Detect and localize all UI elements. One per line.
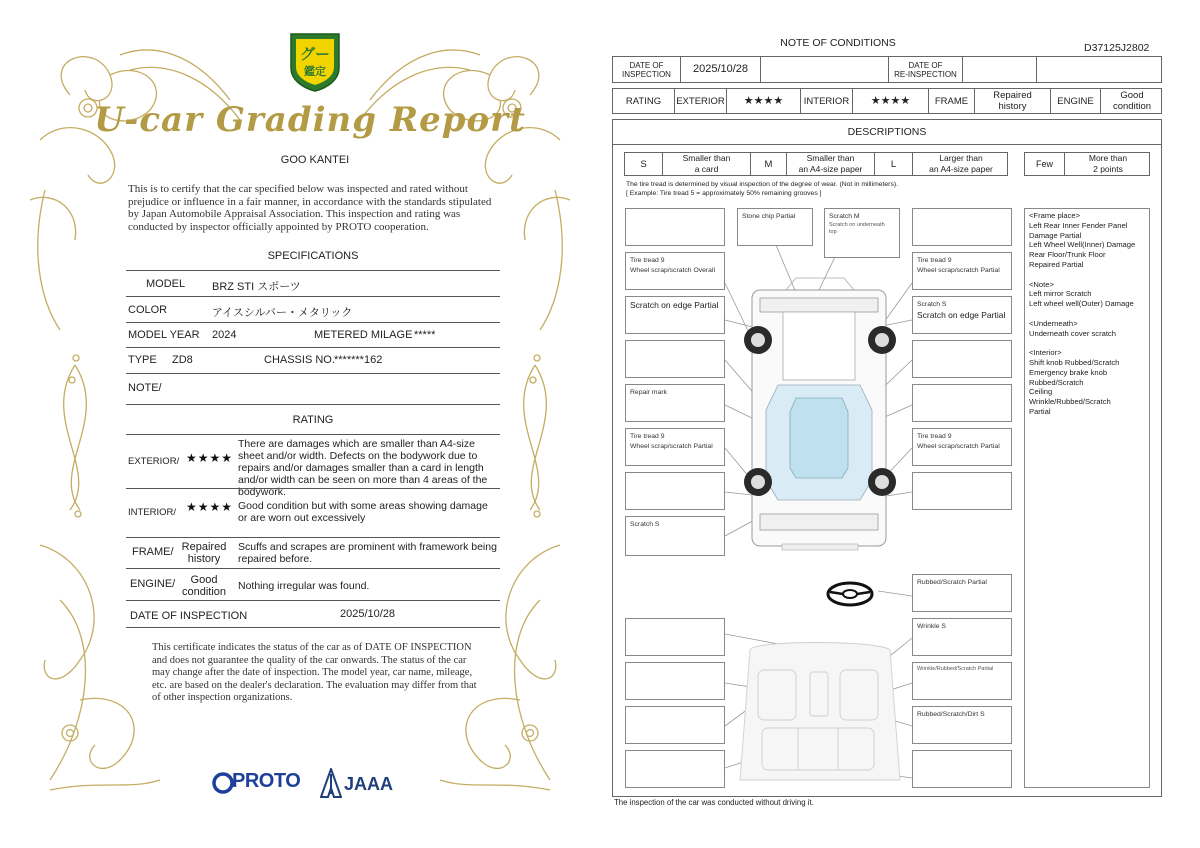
date-inspection-value: 2025/10/28	[681, 57, 761, 82]
divider	[126, 347, 500, 348]
damage-box-tire-rf	[912, 252, 1012, 290]
damage-box-tire-lf	[625, 252, 725, 290]
jaaa-logo: JAAA	[344, 774, 394, 794]
frame-description: Scuffs and scrapes are prominent with framework being repaired before.	[238, 541, 497, 565]
notes-line: Partial	[1029, 406, 1051, 416]
notes-line: Rubbed/Scratch	[1029, 377, 1084, 387]
interior-label: INTERIOR/	[128, 507, 177, 518]
legend-l: L	[875, 153, 913, 175]
document-id: D37125J2802	[1084, 42, 1150, 54]
notes-line: Rear Floor/Trunk Floor	[1029, 250, 1106, 260]
damage-box-right-5	[912, 384, 1012, 422]
exterior-stars: ★★★★	[186, 451, 234, 465]
model-value: BRZ STI スポーツ	[212, 281, 301, 293]
interior-box-rubbed-dirt	[912, 706, 1012, 744]
notes-line	[1029, 309, 1145, 319]
engine-label: ENGINE/	[130, 578, 176, 590]
interior-label: INTERIOR	[801, 89, 853, 113]
damage-text: Repair mark	[630, 389, 668, 396]
damage-box-right-7	[912, 472, 1012, 510]
damage-box-stone-chip	[737, 208, 813, 246]
legend-line: a card	[694, 164, 719, 174]
color-label: COLOR	[128, 304, 168, 316]
type-value: ZD8	[172, 354, 193, 366]
notes-line: Emergency brake knob	[1029, 367, 1108, 377]
rating-label: RATING	[613, 89, 675, 113]
svg-text:グー: グー	[299, 45, 331, 63]
exterior-label: EXTERIOR	[675, 89, 727, 113]
interior-stars: ★★★★	[853, 89, 929, 113]
certification-statement: This is to certify that the car specified below was inspected and rated without prejudice or influence in a fair manner, in accordance with the standards stipulated by Japan Automobile Appraisal Association. This inspection and rating was conducted by inspector officially appointed by PROTO cooperation.	[128, 183, 492, 233]
damage-text: Wrinkle S	[917, 623, 946, 630]
damage-text: Rubbed/Scratch/Dirt S	[917, 711, 985, 718]
divider	[126, 434, 500, 435]
model-label: MODEL	[146, 278, 186, 290]
certificate-disclaimer: This certificate indicates the status of the car as of DATE OF INSPECTION and does not guarantee the quality of the car onwards. The status of the car may change after the date of inspection. The model year, car name, mileage, etc. are based on the dealer's declaration. The evaluation may differ from that of other inspection organizations.	[152, 642, 477, 703]
damage-text: Scratch on edge Partial	[630, 300, 719, 310]
legend-line: Smaller than	[806, 153, 855, 163]
date-of-inspection-label: DATE OF INSPECTION	[130, 610, 248, 622]
divider	[126, 537, 500, 538]
damage-box-left-1	[625, 208, 725, 246]
chassis-value: *******162	[334, 354, 383, 366]
damage-text: Stone chip Partial	[742, 213, 796, 220]
legend-line: an A4-size paper	[929, 164, 993, 174]
divider	[126, 627, 500, 628]
damage-box-right-4	[912, 340, 1012, 378]
interior-box-left-1	[625, 618, 725, 656]
notes-line	[1029, 270, 1145, 280]
damage-sub-text: Wheel scrap/scratch Overall	[630, 267, 715, 274]
damage-box-edge-left	[625, 296, 725, 334]
engine-value-line1: Good	[190, 574, 218, 586]
notes-line: Shift knob Rubbed/Scratch	[1029, 357, 1120, 367]
engine-description: Nothing irregular was found.	[238, 580, 370, 592]
type-label: TYPE	[128, 354, 157, 366]
damage-box-scratch-s-right	[912, 296, 1012, 334]
divider	[126, 296, 500, 297]
sheet-footer: The inspection of the car was conducted without driving it.	[614, 798, 814, 807]
report-subtitle: GOO KANTEI	[280, 154, 350, 166]
damage-box-left-7	[625, 472, 725, 510]
label-line: INSPECTION	[622, 69, 671, 79]
notes-line: Left wheel well(Outer) Damage	[1029, 299, 1134, 309]
notes-line: Wrinkle/Rubbed/Scratch	[1029, 397, 1111, 407]
jaaa-logo-icon	[320, 768, 342, 798]
legend-line: Smaller than	[682, 153, 731, 163]
svg-text:鑑定: 鑑定	[304, 65, 326, 78]
goo-kantei-badge-icon	[287, 30, 343, 92]
proto-logo-icon	[212, 772, 234, 794]
damage-sub-text: Scratch on underneath	[829, 222, 885, 228]
notes-line: Damage Partial	[1029, 230, 1082, 240]
legend-s: S	[625, 153, 663, 175]
notes-line: Left Rear Inner Fender Panel	[1029, 220, 1128, 230]
chassis-label: CHASSIS NO.	[264, 354, 335, 366]
notes-line: Left Wheel Well(Inner) Damage	[1029, 240, 1136, 250]
note-label: NOTE/	[128, 382, 162, 394]
value-line: history	[998, 101, 1027, 112]
damage-box-repair-mark	[625, 384, 725, 422]
notes-line: <Frame place>	[1029, 211, 1081, 220]
divider	[126, 270, 500, 271]
notes-line: Underneath cover scratch	[1029, 328, 1116, 338]
legend-line: More than	[1088, 153, 1128, 163]
value-line: Repaired	[993, 90, 1032, 101]
interior-stars: ★★★★	[186, 500, 234, 514]
tire-tread-text: Tire tread 9	[917, 433, 952, 440]
car-top-view	[744, 278, 896, 550]
divider	[126, 404, 500, 405]
frame-label: FRAME/	[132, 546, 174, 558]
interior-box-left-3	[625, 706, 725, 744]
damage-text: Scratch S	[630, 521, 660, 528]
steering-wheel-icon	[828, 583, 872, 605]
notes-line: <Interior>	[1029, 348, 1062, 358]
tread-note-line: [ Example: Tire tread 5 = approximately 50% remaining grooves ]	[626, 190, 822, 197]
divider	[126, 322, 500, 323]
damage-sub-text: top	[829, 229, 837, 235]
damage-box-scratch-s-left	[625, 516, 725, 556]
damage-box-left-4	[625, 340, 725, 378]
date-of-inspection-value: 2025/10/28	[340, 608, 396, 620]
tire-tread-text: Tire tread 9	[917, 257, 952, 264]
tire-tread-text: Tire tread 9	[630, 257, 665, 264]
engine-value	[178, 574, 230, 598]
interior-box-right-5	[912, 750, 1012, 788]
legend-few: Few	[1025, 153, 1065, 175]
notes-line: <Underneath>	[1029, 318, 1078, 328]
model-year-value: 2024	[212, 329, 237, 341]
frame-label: FRAME	[929, 89, 975, 113]
report-title: U-car Grading Report	[94, 100, 526, 140]
damage-box-tire-lr	[625, 428, 725, 466]
exterior-description: There are damages which are smaller than A4-size sheet and/or width. Defects on the bodywork due to repairs and/or damages smaller than a card in length and/or width can be seen on more than 4 areas of the bodywork.	[238, 438, 488, 498]
rating-heading: RATING	[292, 414, 334, 426]
damage-text: Scratch on edge Partial	[917, 310, 1006, 320]
engine-value-line2: condition	[181, 586, 227, 598]
mileage-value: *****	[414, 329, 436, 341]
divider	[126, 373, 500, 374]
legend-line: an A4-size paper	[798, 164, 863, 174]
sheet-title: NOTE OF CONDITIONS	[780, 37, 896, 49]
value-line: Good	[1120, 90, 1144, 101]
exterior-label: EXTERIOR/	[128, 456, 180, 467]
notes-line: Ceiling	[1029, 387, 1053, 397]
label-line: DATE OF	[629, 60, 664, 70]
color-value: アイスシルバー・メタリック	[212, 307, 353, 319]
descriptions-heading: DESCRIPTIONS	[612, 119, 1162, 145]
notes-line: Left mirror Scratch	[1029, 289, 1092, 299]
damage-text: Rubbed/Scratch Partial	[917, 579, 987, 586]
tire-tread-text: Tire tread 9	[630, 433, 665, 440]
interior-box-rubbed-scratch	[912, 574, 1012, 612]
note-of-conditions-sheet	[600, 0, 1200, 848]
damage-text: Scratch M	[829, 213, 860, 220]
divider	[126, 488, 500, 489]
notes-line: Repaired Partial	[1029, 259, 1084, 269]
interior-box-left-4	[625, 750, 725, 788]
interior-description: Good condition but with some areas showing damage or are worn out excessively	[238, 500, 488, 524]
legend-m: M	[751, 153, 787, 175]
value-line: condition	[1112, 101, 1152, 112]
notes-line: <Note>	[1029, 279, 1054, 289]
model-year-label: MODEL YEAR	[128, 329, 200, 341]
label-line: DATE OF	[908, 60, 943, 70]
legend-line: 2 points	[1093, 164, 1123, 174]
frame-value-line2: history	[187, 553, 221, 565]
damage-sub-text: Wheel scrap/scratch Partial	[630, 443, 713, 450]
proto-logo: PROTO	[232, 770, 301, 792]
interior-diagram	[740, 643, 900, 781]
notes-panel	[1024, 208, 1150, 788]
interior-box-wrinkle-rubbed	[912, 662, 1012, 700]
engine-label: ENGINE	[1051, 89, 1101, 113]
frame-value-line1: Repaired	[181, 541, 227, 553]
label-line: RE-INSPECTION	[894, 69, 957, 79]
mileage-label: METERED MILAGE	[314, 329, 413, 341]
legend-line: Larger than	[939, 153, 983, 163]
damage-text: Wrinkle/Rubbed/Scratch Partial	[917, 666, 994, 672]
notes-line	[1029, 338, 1145, 348]
tread-note-line: The tire tread is determined by visual inspection of the degree of wear. (Not in millimeters).	[626, 181, 898, 188]
divider	[126, 600, 500, 601]
damage-box-tire-rr	[912, 428, 1012, 466]
specifications-heading: SPECIFICATIONS	[267, 250, 359, 262]
interior-box-left-2	[625, 662, 725, 700]
damage-text: Scratch S	[917, 301, 947, 308]
interior-box-wrinkle-s	[912, 618, 1012, 656]
damage-box-scratch-m	[824, 208, 900, 258]
exterior-stars: ★★★★	[727, 89, 801, 113]
frame-value	[178, 541, 230, 565]
damage-sub-text: Wheel scrap/scratch Partial	[917, 443, 1000, 450]
damage-sub-text: Wheel scrap/scratch Partial	[917, 267, 1000, 274]
damage-box-right-1	[912, 208, 1012, 246]
divider	[126, 568, 500, 569]
